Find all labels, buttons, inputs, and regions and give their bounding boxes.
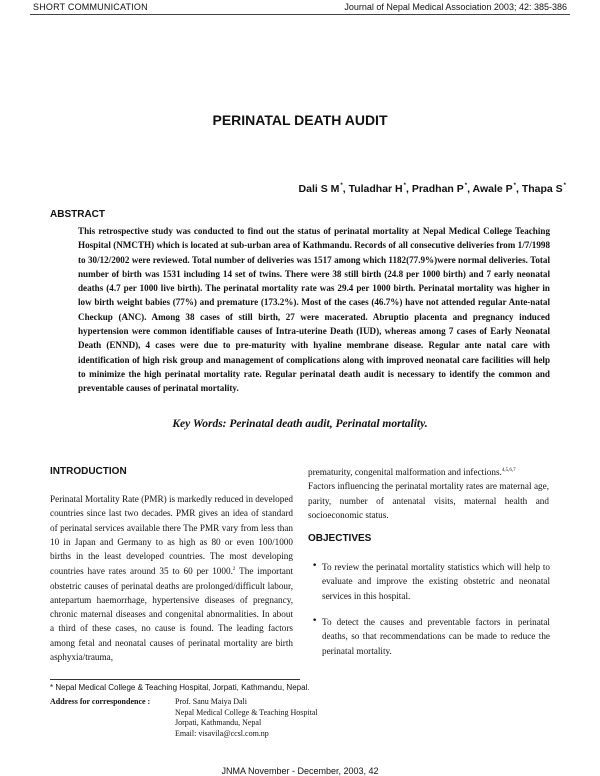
intro-continuation-text: prematurity, congenital malformation and infections.	[308, 467, 502, 477]
author-name: Dali S M	[298, 183, 340, 195]
bullet-icon: •	[312, 616, 318, 626]
correspondence-address	[175, 697, 318, 739]
correspondence-label: Address for correspondence :	[50, 697, 151, 706]
address-line: Prof. Sanu Maiya Dali	[175, 697, 247, 706]
introduction-paragraph	[50, 492, 293, 664]
objectives-heading: OBJECTIVES	[308, 533, 372, 544]
abstract-heading: ABSTRACT	[50, 209, 105, 220]
objective-item: To review the perinatal mortality statistics which will help to evaluate and improve the existing obstetric and neonatal services in this hospital.	[322, 562, 550, 601]
objective-item: To detect the causes and preventable factors in perinatal deaths, so that recommendations can be made to reduce the perinatal mortality.	[322, 617, 550, 656]
address-email: Email: visavila@ccsl.com.np	[175, 728, 269, 738]
address-line: Jorpati, Kathmandu, Nepal	[175, 718, 262, 727]
author-mark: *	[340, 183, 343, 189]
author-name: Tuladhar H	[348, 183, 403, 195]
section-label: SHORT COMMUNICATION	[33, 2, 148, 12]
citation-sup: 4,5,6,7	[501, 468, 516, 473]
paper-title: PERINATAL DEATH AUDIT	[212, 112, 388, 128]
introduction-continuation	[308, 464, 549, 522]
keywords: Key Words: Perinatal death audit, Perinatal mortality.	[172, 418, 428, 430]
author-mark: *	[513, 183, 516, 189]
address-line: Nepal Medical College & Teaching Hospital	[175, 707, 318, 717]
author-name: Thapa S	[521, 183, 563, 195]
author-mark: *	[464, 183, 468, 189]
introduction-heading: INTRODUCTION	[50, 466, 127, 477]
intro-text-part2: The important obstetric causes of perinatal deaths are prolonged/difficult labour, antepartum haemorrhage, hypertensive diseases of pregnancy, chronic maternal diseases and congenital abnormalities. In about a third of these cases, no cause is found. The leading factors among fetal and neonatal causes of perinatal mortality are birth asphyxia/trauma,	[50, 566, 293, 662]
citation-sup: 2	[232, 567, 236, 573]
abstract-text: This retrospective study was conducted to find out the status of perinatal mortality at Nepal Medical College Teaching Hospital (NMCTH) which is located at sub-urban area of Kathmandu. Records of all consecutive deliveries from 1/7/1998 to 30/12/2002 were reviewed. Total number of deliveries was 1517 among which 1182(77.9%)were normal deliveries. Total number of birth was 1531 including 14 set of twins. There were 38 still birth (24.8 per 1000 birth) and 7 early neonatal deaths (4.7 per 1000 live birth). The perinatal mortality rate was 29.4 per 1000 birth. Perinatal mortality was higher in low birth weight babies (77%) and premature (173.2%). Most of the cases (46.7%) have not attended regular Ante-natal Checkup (ANC). Among 38 cases of still birth, 27 were macerated. Abruptio placenta and pregnancy induced hypertension were common identifiable causes of Intra-uterine Death (IUD), whereas among 7 cases of Early Neonatal Death (ENND), 4 cases were due to pre-maturity with hyaline membrane disease. Regular ante natal care with identification of high risk group and management of complications along with improved neonatal care facilities will help to minimize the high perinatal mortality rate. Regular perinatal death audit is necessary to identify the common and preventable causes of perinatal mortality.	[78, 226, 550, 394]
author-name: Awale P	[472, 183, 513, 195]
header-rule	[30, 14, 570, 15]
page-footer: JNMA November - December, 2003, 42	[221, 766, 379, 776]
footnote-rule	[50, 679, 300, 680]
author-mark: *	[403, 183, 406, 189]
intro-text-part1: Perinatal Mortality Rate (PMR) is markedly reduced in developed countries since last two decades. PMR gives an idea of standard of perinatal services available there The PMR vary from less than 10 in Japan and Germany to as high as 80 or even 100/1000 births in the least developed countries. The most developing countries have rates around 35 to 60 per 1000.	[50, 494, 293, 577]
journal-citation: Journal of Nepal Medical Association 2003; 42: 385-386	[344, 2, 567, 12]
intro-factors-text: Factors influencing the perinatal mortality rates are maternal age, parity, number of antenatal visits, maternal health and socioeconomic status.	[308, 481, 549, 520]
author-mark: *	[563, 183, 566, 189]
author-affiliation: * Nepal Medical College & Teaching Hospital, Jorpati, Kathmandu, Nepal.	[50, 683, 310, 692]
bullet-icon: •	[312, 561, 318, 571]
author-list: Dali S M*, Tuladhar H*, Pradhan P*, Awale P*, Thapa S*	[298, 183, 566, 195]
author-name: Pradhan P	[411, 183, 464, 195]
